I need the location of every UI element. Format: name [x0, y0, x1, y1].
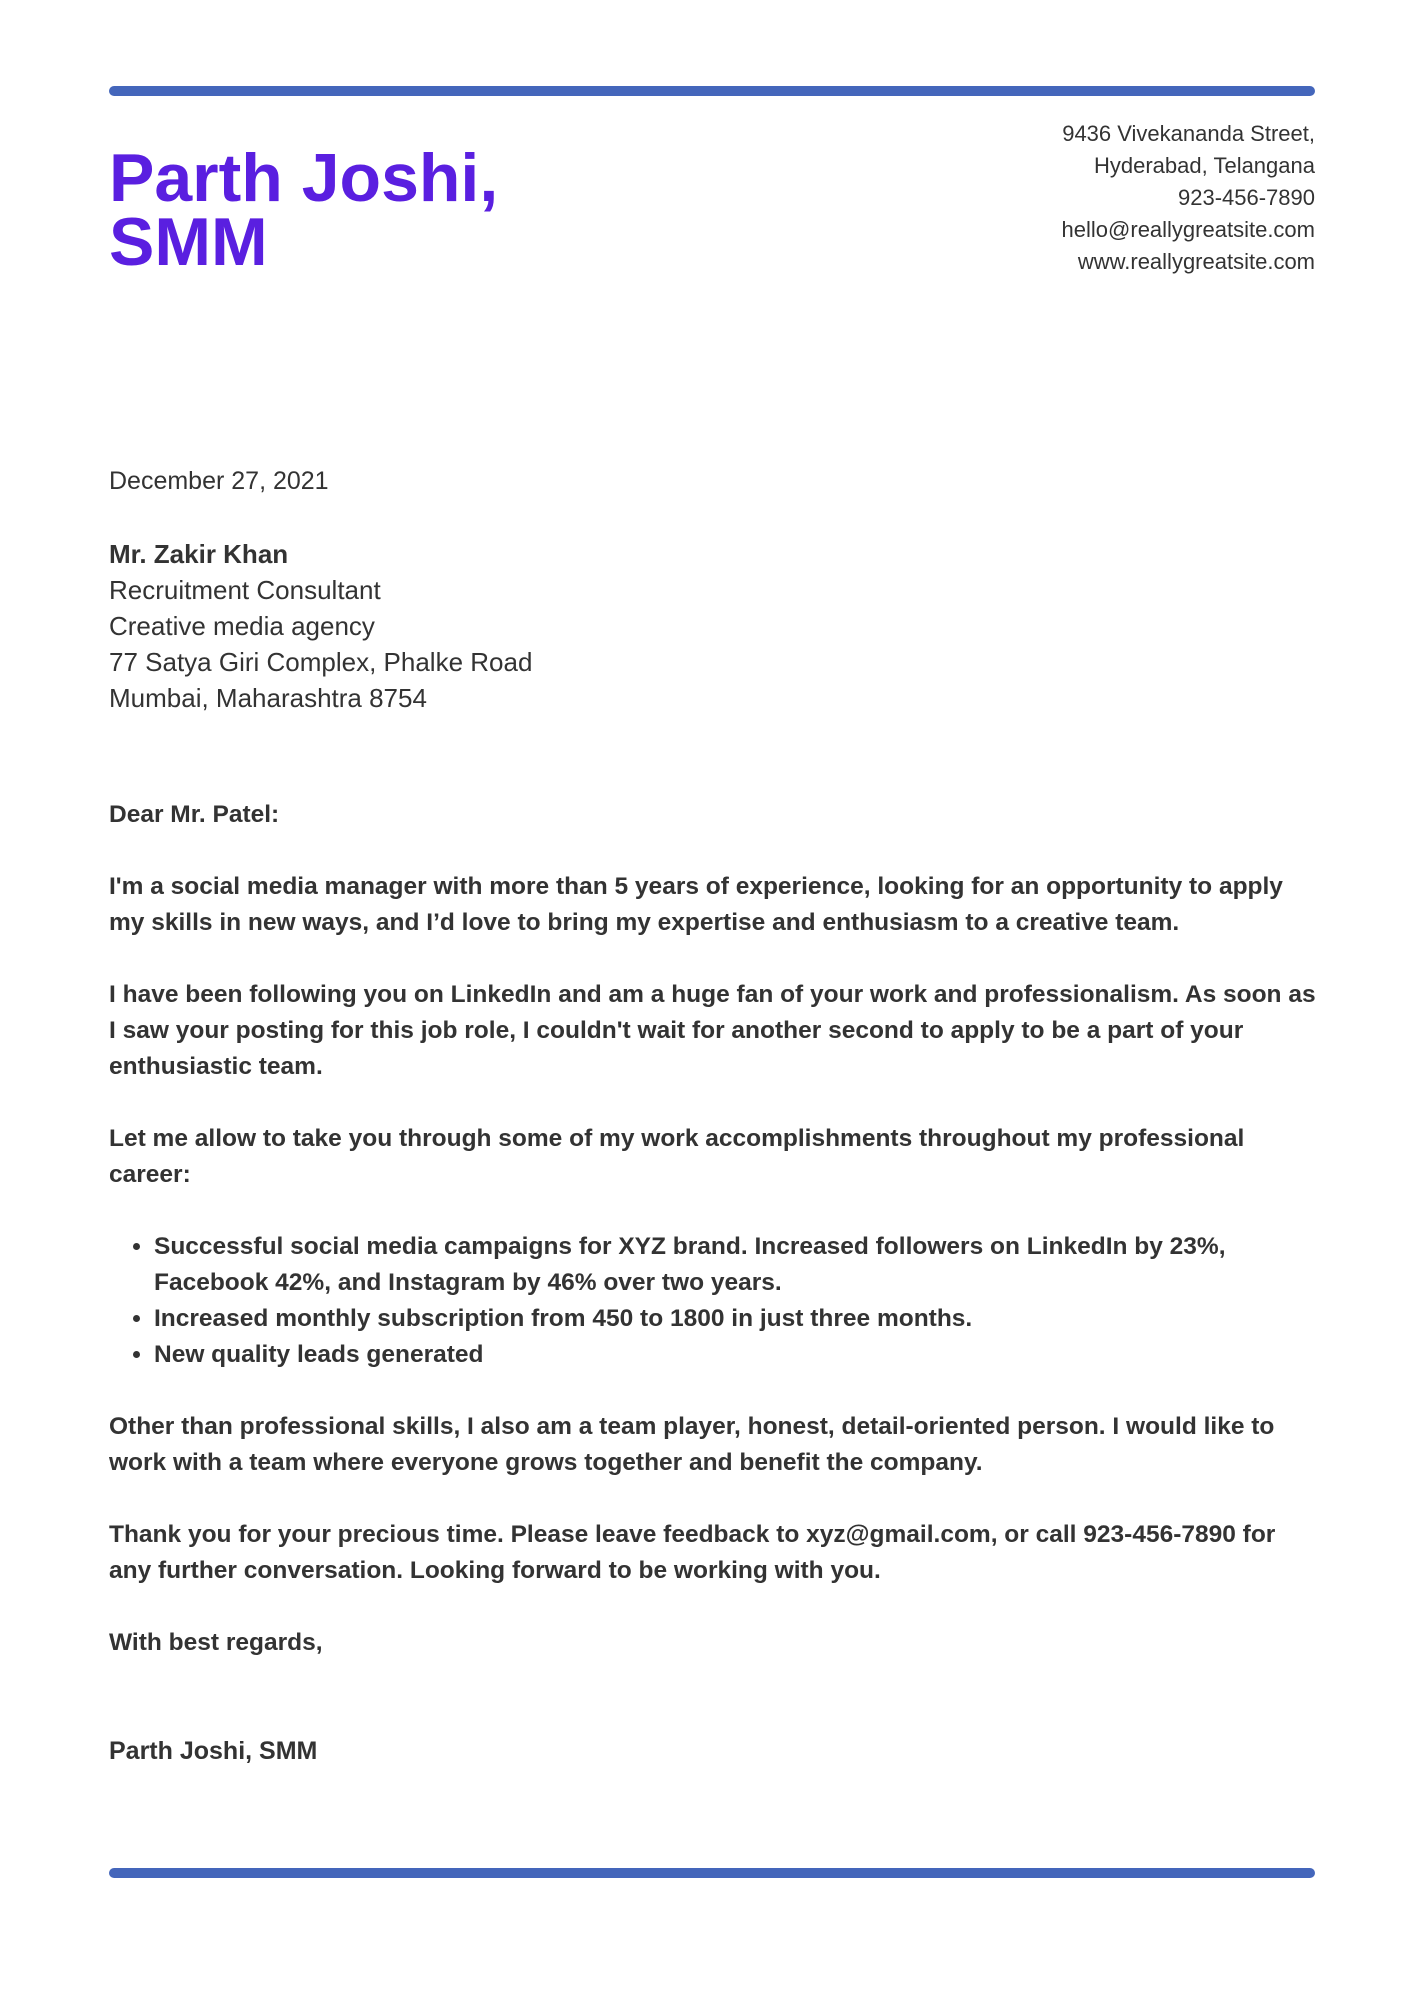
- sender-name-line2: SMM: [109, 204, 268, 280]
- bottom-divider: [109, 1868, 1315, 1878]
- contact-website: www.reallygreatsite.com: [1077, 249, 1315, 274]
- body-paragraph-5: Thank you for your precious time. Please leave feedback to xyz@gmail.com, or call 923-456-7890 for any further conversation. Looking forward to be working with you.: [109, 1521, 1276, 1584]
- list-item: • Increased monthly subscription from 450 to 1800 in just three months.: [154, 1301, 1319, 1337]
- top-divider: [109, 86, 1315, 96]
- contact-city: Hyderabad, Telangana: [1094, 153, 1315, 178]
- recipient-title: Recruitment Consultant: [109, 575, 381, 605]
- body-paragraph-2: I have been following you on LinkedIn and am a huge fan of your work and professionalism. As soon as I saw your posting for this job role, I couldn't wait for another second to apply to be a part of your enthusiastic team.: [109, 981, 1316, 1080]
- recipient-block: [109, 536, 532, 716]
- recipient-address-line1: 77 Satya Giri Complex, Phalke Road: [109, 647, 533, 677]
- sender-name: [109, 140, 499, 280]
- list-item: • Successful social media campaigns for XYZ brand. Increased followers on LinkedIn by 23%, Facebook 42%, and Instagram by 46% over two years.: [154, 1229, 1319, 1301]
- contact-block: [1062, 118, 1315, 278]
- letter-body: [109, 797, 1319, 1805]
- body-paragraph-4: Other than professional skills, I also am a team player, honest, detail-oriented person. I would like to work with a team where everyone grows together and benefit the company.: [109, 1413, 1275, 1476]
- list-item: • New quality leads generated: [154, 1337, 1319, 1373]
- body-paragraph-1: I'm a social media manager with more than 5 years of experience, looking for an opportunity to apply my skills in new ways, and I’d love to bring my expertise and enthusiasm to a creative team.: [109, 873, 1283, 936]
- letter-date: December 27, 2021: [109, 467, 329, 495]
- accomplishments-list: [109, 1229, 1319, 1373]
- body-paragraph-3: Let me allow to take you through some of my work accomplishments throughout my professional career:: [109, 1125, 1245, 1188]
- recipient-address-line2: Mumbai, Maharashtra 8754: [109, 683, 427, 713]
- recipient-name: Mr. Zakir Khan: [109, 539, 289, 569]
- contact-street: 9436 Vivekananda Street,: [1062, 121, 1315, 146]
- salutation: Dear Mr. Patel:: [109, 801, 280, 828]
- closing: With best regards,: [109, 1629, 323, 1656]
- recipient-company: Creative media agency: [109, 611, 375, 641]
- contact-email: hello@reallygreatsite.com: [1061, 217, 1315, 242]
- signature: Parth Joshi, SMM: [109, 1737, 318, 1765]
- sender-name-line1: Parth Joshi,: [109, 140, 499, 216]
- contact-phone: 923-456-7890: [1177, 185, 1315, 210]
